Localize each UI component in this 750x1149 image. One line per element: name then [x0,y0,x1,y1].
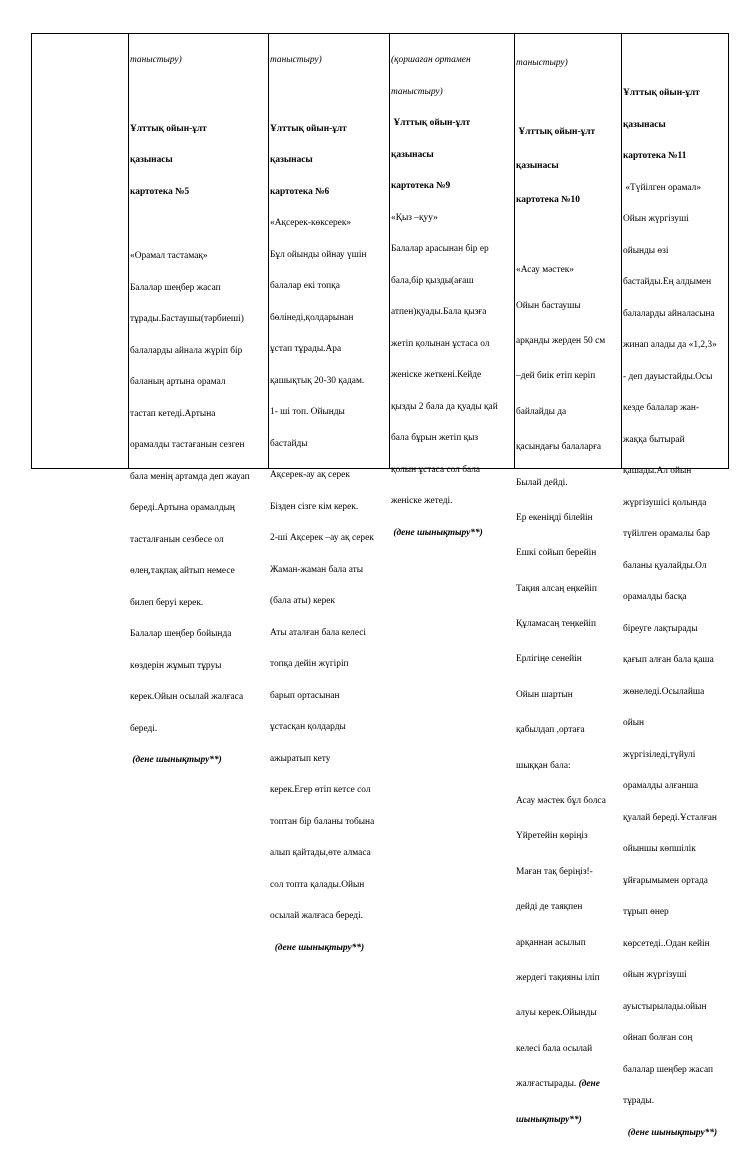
card-10-body-line: алуы керек.Ойынды [516,1008,597,1019]
card-5-footer: (дене шынықтыру**) [130,755,222,765]
card-11-body-line: түйілген орамалы бар [623,529,710,539]
card-10-body-line: –дей биік етіп керіп [516,371,596,382]
card-10-header: таныстыру) [516,57,568,68]
card-11-body-line: жаққа бытырай [623,434,685,445]
card-10-footer: шынықтыру**) [516,1114,582,1125]
card-6-title-line: қазынасы [270,155,313,165]
card-11-body-line: ойыншы көпшілік [623,844,696,854]
card-5-body-line: береді. [130,723,158,734]
card-10-body-line: Тақия алсаң еңкейіп [516,583,597,594]
card-9-footer: (дене шынықтыру**) [391,527,483,538]
card-11-footer: (дене шынықтыру**) [623,1127,718,1138]
table-border-left [31,33,32,468]
card-11-body-line: балалар шеңбер жасап [623,1064,714,1075]
card-10-body-line: Маған тақ беріңіз!- [516,866,593,877]
card-6-title-line: картотека №6 [270,186,330,197]
card-5-body-line: береді.Артына орамалдың [130,503,235,513]
table-border-col1 [128,33,129,468]
card-11-title-line: картотека №11 [623,151,687,161]
card-5-body-line: тастап кетеді.Артына [130,408,216,419]
card-11-body-line: кезде балалар жан- [623,403,699,413]
card-9-title-line: Ұлттық ойын-ұлт [391,118,471,128]
card-9-body-line: женіске жеткені.Кейде [391,370,482,380]
card-5-body-line: көздерін жұмып тұруы [130,660,222,671]
card-6-title-line: Ұлттық ойын-ұлт [270,123,347,134]
card-6-body-line: сол топта қалады.Ойын [270,879,365,890]
card-6-header: таныстыру) [270,55,322,65]
card-10-last-line [516,1079,620,1091]
card-11-body-line: ұйғарымымен ортада [623,875,708,886]
card-6-body-line: қашықтық 20-30 қадам. [270,375,365,386]
card-6-body-line: барып ортасынан [270,690,340,701]
card-9-game-name: «Қыз –қуу» [391,212,438,223]
card-6-body-line: осылай жалғаса береді. [270,911,364,921]
card-11-body-line: жүргізушісі қолында [623,497,707,508]
card-9-body-line: қолын ұстаса сол бала [391,464,481,475]
card-9-body-line: қызды 2 бала да қуады қай [391,401,498,412]
card-5-body-line: орамалды тастағанын сезген [130,440,245,450]
card-9-body-line: Балалар арасынан бір ер [391,244,489,254]
card-11-body-line: жөнеледі.Осылайша [623,686,705,697]
card-5-header: таныстыру) [130,55,182,65]
card-10-body-line: арқанды жерден 50 см [516,335,606,346]
card-9 [391,34,513,549]
card-10-body-line: Асау мәстек бұл болса [516,796,606,807]
card-11-title-line: Ұлттық ойын-ұлт [623,88,700,98]
table-border-col5 [621,33,622,468]
card-6-body-line: Ақсерек-ау ақ серек [270,470,350,480]
card-6-body-line: 2-ші Ақсерек –ау ақ серек [270,533,374,543]
card-6-body-line: (бала аты) керек [270,596,335,606]
card-10 [516,34,620,1138]
card-11-body-line: қашады.Ал ойын [623,466,692,476]
card-11-body-line: ойнап болған соң [623,1033,693,1043]
card-5-body-line: өлең,тақпақ айтып немесе [130,566,235,576]
card-5-body-line: керек.Ойын осылай жалғаса [130,692,244,702]
card-10-body-line: жердегі тақияны іліп [516,972,600,983]
card-5-body-line: тасталғанын сезбесе ол [130,534,224,545]
card-11-body-line: Ойын жүргізуші [623,214,689,224]
card-11 [623,34,729,1149]
card-6-footer: (дене шынықтыру**) [270,942,365,953]
card-5-body-line: билеп беруі керек. [130,597,204,608]
card-6-body-line: Бұл ойынды ойнау үшін [270,249,367,260]
card-6-body-line: ажыратып кету [270,753,331,764]
card-6-body-line: ұстасқан қолдарды [270,722,346,732]
card-9-title-line: қазынасы [391,149,434,160]
card-9-body-line: бала,бір қызды(ағаш [391,275,474,286]
card-10-footer-inline: (дене [576,1079,600,1090]
card-10-body-line: Ерлігіңе сенейін [516,654,582,665]
card-11-body-line: баланы қуалайды.Ол [623,560,707,571]
card-11-game-name: «Түйілген орамал» [623,182,702,193]
card-5-body-line: тұрады.Бастаушы(тәрбиеші) [130,314,244,324]
card-10-body-line: Ер екеніңді білейін [516,512,593,523]
card-11-body-line: бастайды.Ең алдымен [623,277,712,287]
card-10-body-line: жалғастырады. [516,1079,577,1090]
table-border-col3 [389,33,390,468]
card-10-body-line: Ойын бастаушы [516,300,581,311]
card-5-game-name: «Орамал тастамақ» [130,251,208,261]
card-10-body-line: Ойын шартын [516,689,573,700]
card-6-body-line: бастайды [270,438,308,449]
card-10-body-line: дейді де таяқпен [516,902,583,913]
card-10-body-line: Былай дейді. [516,477,568,488]
card-11-body-line: біреуге лақтырады [623,623,698,634]
card-6-body-line: керек.Егер өтіп кетсе сол [270,785,371,795]
card-11-body-line: орамалды басқа [623,592,687,602]
card-10-title-line: қазынасы [516,161,559,172]
card-10-body-line: Құламасаң теңкейіп [516,619,597,630]
card-5-title-line: Ұлттық ойын-ұлт [130,123,207,134]
card-5-body-line: бала менің артамда деп жауап [130,471,250,482]
card-10-body-line: қабылдап ,ортаға [516,725,585,736]
card-9-header: (қоршаған ортамен [391,55,471,65]
card-10-body-line: арқаннан асылып [516,937,586,948]
card-10-body-line: қасындағы балаларға [516,442,602,453]
card-10-game-name: «Асау мәстек» [516,265,574,276]
card-11-body-line: - деп дауыстайды.Осы [623,371,713,382]
card-5-body-line: баланың артына орамал [130,377,226,387]
card-10-body-line: Үйретейін көріңіз [516,831,588,842]
card-11-body-line: ойынды өзі [623,245,669,256]
card-11-body-line: жүргізіледі,түйулі [623,749,696,760]
card-9-title-line: картотека №9 [391,181,451,191]
card-10-title-line: картотека №10 [516,195,580,206]
card-11-body-line: ауыстырылады.ойын [623,1001,707,1012]
card-11-body-line: балаларды айналасына [623,308,715,319]
card-11-body-line: қуалай береді.Ұсталған [623,812,717,823]
card-5-body-line: балаларды айнала жүріп бір [130,345,243,356]
card-5 [130,34,267,776]
card-11-body-line: ойын [623,718,645,728]
card-9-header: таныстыру) [391,86,443,97]
card-6-body-line: Аты аталған бала келесі [270,627,366,638]
card-9-body-line: атпен)қуады.Бала қызға [391,307,487,317]
card-6-body-line: Жаман-жаман бала аты [270,564,364,575]
card-6 [270,34,388,964]
card-11-body-line: жинап алады да «1,2,3» [623,340,717,350]
card-10-body-line: келесі бала осылай [516,1043,593,1054]
card-9-body-line: жетіп қолынан ұстаса ол [391,338,490,349]
card-11-body-line: ойын жүргізуші [623,970,687,980]
table-border-col2 [268,33,269,468]
card-11-title-line: қазынасы [623,119,666,130]
card-10-body-line: Ешкі сойып берейін [516,548,597,559]
card-5-body-line: Балалар шеңбер жасап [130,282,221,293]
card-10-title-line: Ұлттық ойын-ұлт [516,127,596,138]
card-10-body-line: шыққан бала: [516,760,571,771]
card-11-body-line: тұрып өнер [623,907,669,917]
card-5-body-line: Балалар шеңбер бойында [130,629,232,639]
card-6-body-line: алып қайтады,өте алмаса [270,848,371,858]
card-6-body-line: бөлінеді,қолдарынан [270,312,354,323]
card-6-body-line: ұстап тұрады.Ара [270,344,342,354]
card-9-body-line: женіске жетеді. [391,496,453,506]
card-6-body-line: топқа дейін жүгіріп [270,659,349,669]
card-6-body-line: топтан бір баланы тобына [270,816,375,827]
card-6-body-line: Бізден сізге кім керек. [270,501,359,512]
card-6-game-name: «Ақсерек-көксерек» [270,218,352,228]
card-11-body-line: тұрады. [623,1096,655,1106]
card-5-title-line: картотека №5 [130,186,190,197]
card-9-body-line: бала бұрын жетіп қыз [391,433,479,443]
card-5-title-line: қазынасы [130,155,173,165]
card-11-body-line: қағып алған бала қаша [623,655,714,665]
table-border-col4 [514,33,515,468]
card-6-body-line: балалар екі топқа [270,281,340,291]
card-10-body-line: байлайды да [516,406,567,417]
card-6-body-line: 1- ші топ. Ойынды [270,407,345,417]
card-11-body-line: көрсетеді..Одан кейін [623,938,710,949]
card-11-body-line: орамалды алғанша [623,781,699,791]
